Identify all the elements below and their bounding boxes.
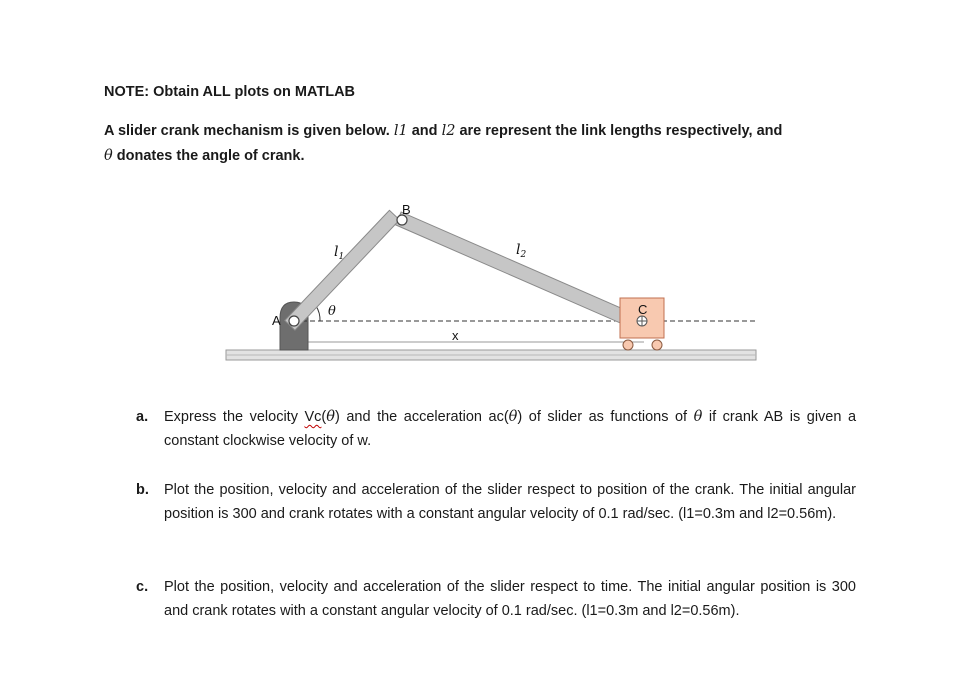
label-l1-base: l: [334, 244, 339, 260]
intro-theta: θ: [104, 148, 113, 164]
label-l2: [516, 242, 526, 260]
problem-intro: [104, 119, 858, 169]
qa-part-4: ) of slider as functions of: [517, 409, 694, 425]
label-theta: θ: [328, 304, 336, 319]
question-a-text: [164, 405, 856, 453]
pin-a: [289, 316, 299, 326]
link-l1: [285, 210, 400, 330]
intro-l1: l1: [393, 123, 408, 139]
question-b-text: Plot the position, velocity and acceleration of the slider respect to position of the crank. The initial angular position is 300 and crank rotates with a constant angular velocity of 0.1 rad/sec. (l1=0.3m and l2=0.56m).: [164, 482, 856, 522]
label-x: x: [452, 328, 459, 343]
label-l1: [334, 244, 344, 262]
label-l1-sub: 1: [338, 252, 345, 262]
label-b: B: [402, 202, 411, 217]
qa-part-2: (: [321, 409, 327, 425]
qa-theta-2: θ: [508, 409, 518, 425]
qa-part-3: ) and the acceleration ac(: [335, 409, 509, 425]
intro-text-3: are represent the link lengths respectively, and: [455, 123, 783, 139]
qa-theta-3: θ: [693, 409, 703, 425]
slider-crank-diagram: [224, 200, 764, 370]
qa-vc: Vc: [304, 409, 322, 425]
intro-text-2: and: [407, 123, 442, 139]
theta-arc: [316, 306, 320, 321]
qa-part-5: if crank AB is given a constant clockwise velocity of w.: [164, 409, 857, 449]
question-b-marker: b.: [136, 482, 149, 498]
note-heading: NOTE: Obtain ALL plots on MATLAB: [104, 84, 356, 100]
intro-l2: l2: [441, 123, 456, 139]
label-a: A: [272, 313, 281, 328]
label-l2-base: l: [516, 242, 521, 258]
intro-text-1: A slider crank mechanism is given below.: [104, 123, 394, 139]
link-l2: [396, 212, 631, 325]
intro-text-4: donates the angle of crank.: [112, 148, 305, 164]
slider-wheel-left: [623, 340, 633, 350]
question-a-marker: a.: [136, 409, 149, 425]
qa-part-1: Express the velocity: [164, 409, 305, 425]
slider-wheel-right: [652, 340, 662, 350]
label-c: C: [638, 302, 648, 317]
question-c-marker: c.: [136, 579, 149, 595]
label-l2-sub: 2: [520, 250, 527, 260]
qa-theta-1: θ: [326, 409, 335, 425]
question-c-text: Plot the position, velocity and acceleration of the slider respect to time. The initial angular position is 300 and crank rotates with a constant angular velocity of 0.1 rad/sec. (l1=0.3m and l2=0.56m).: [164, 579, 856, 619]
